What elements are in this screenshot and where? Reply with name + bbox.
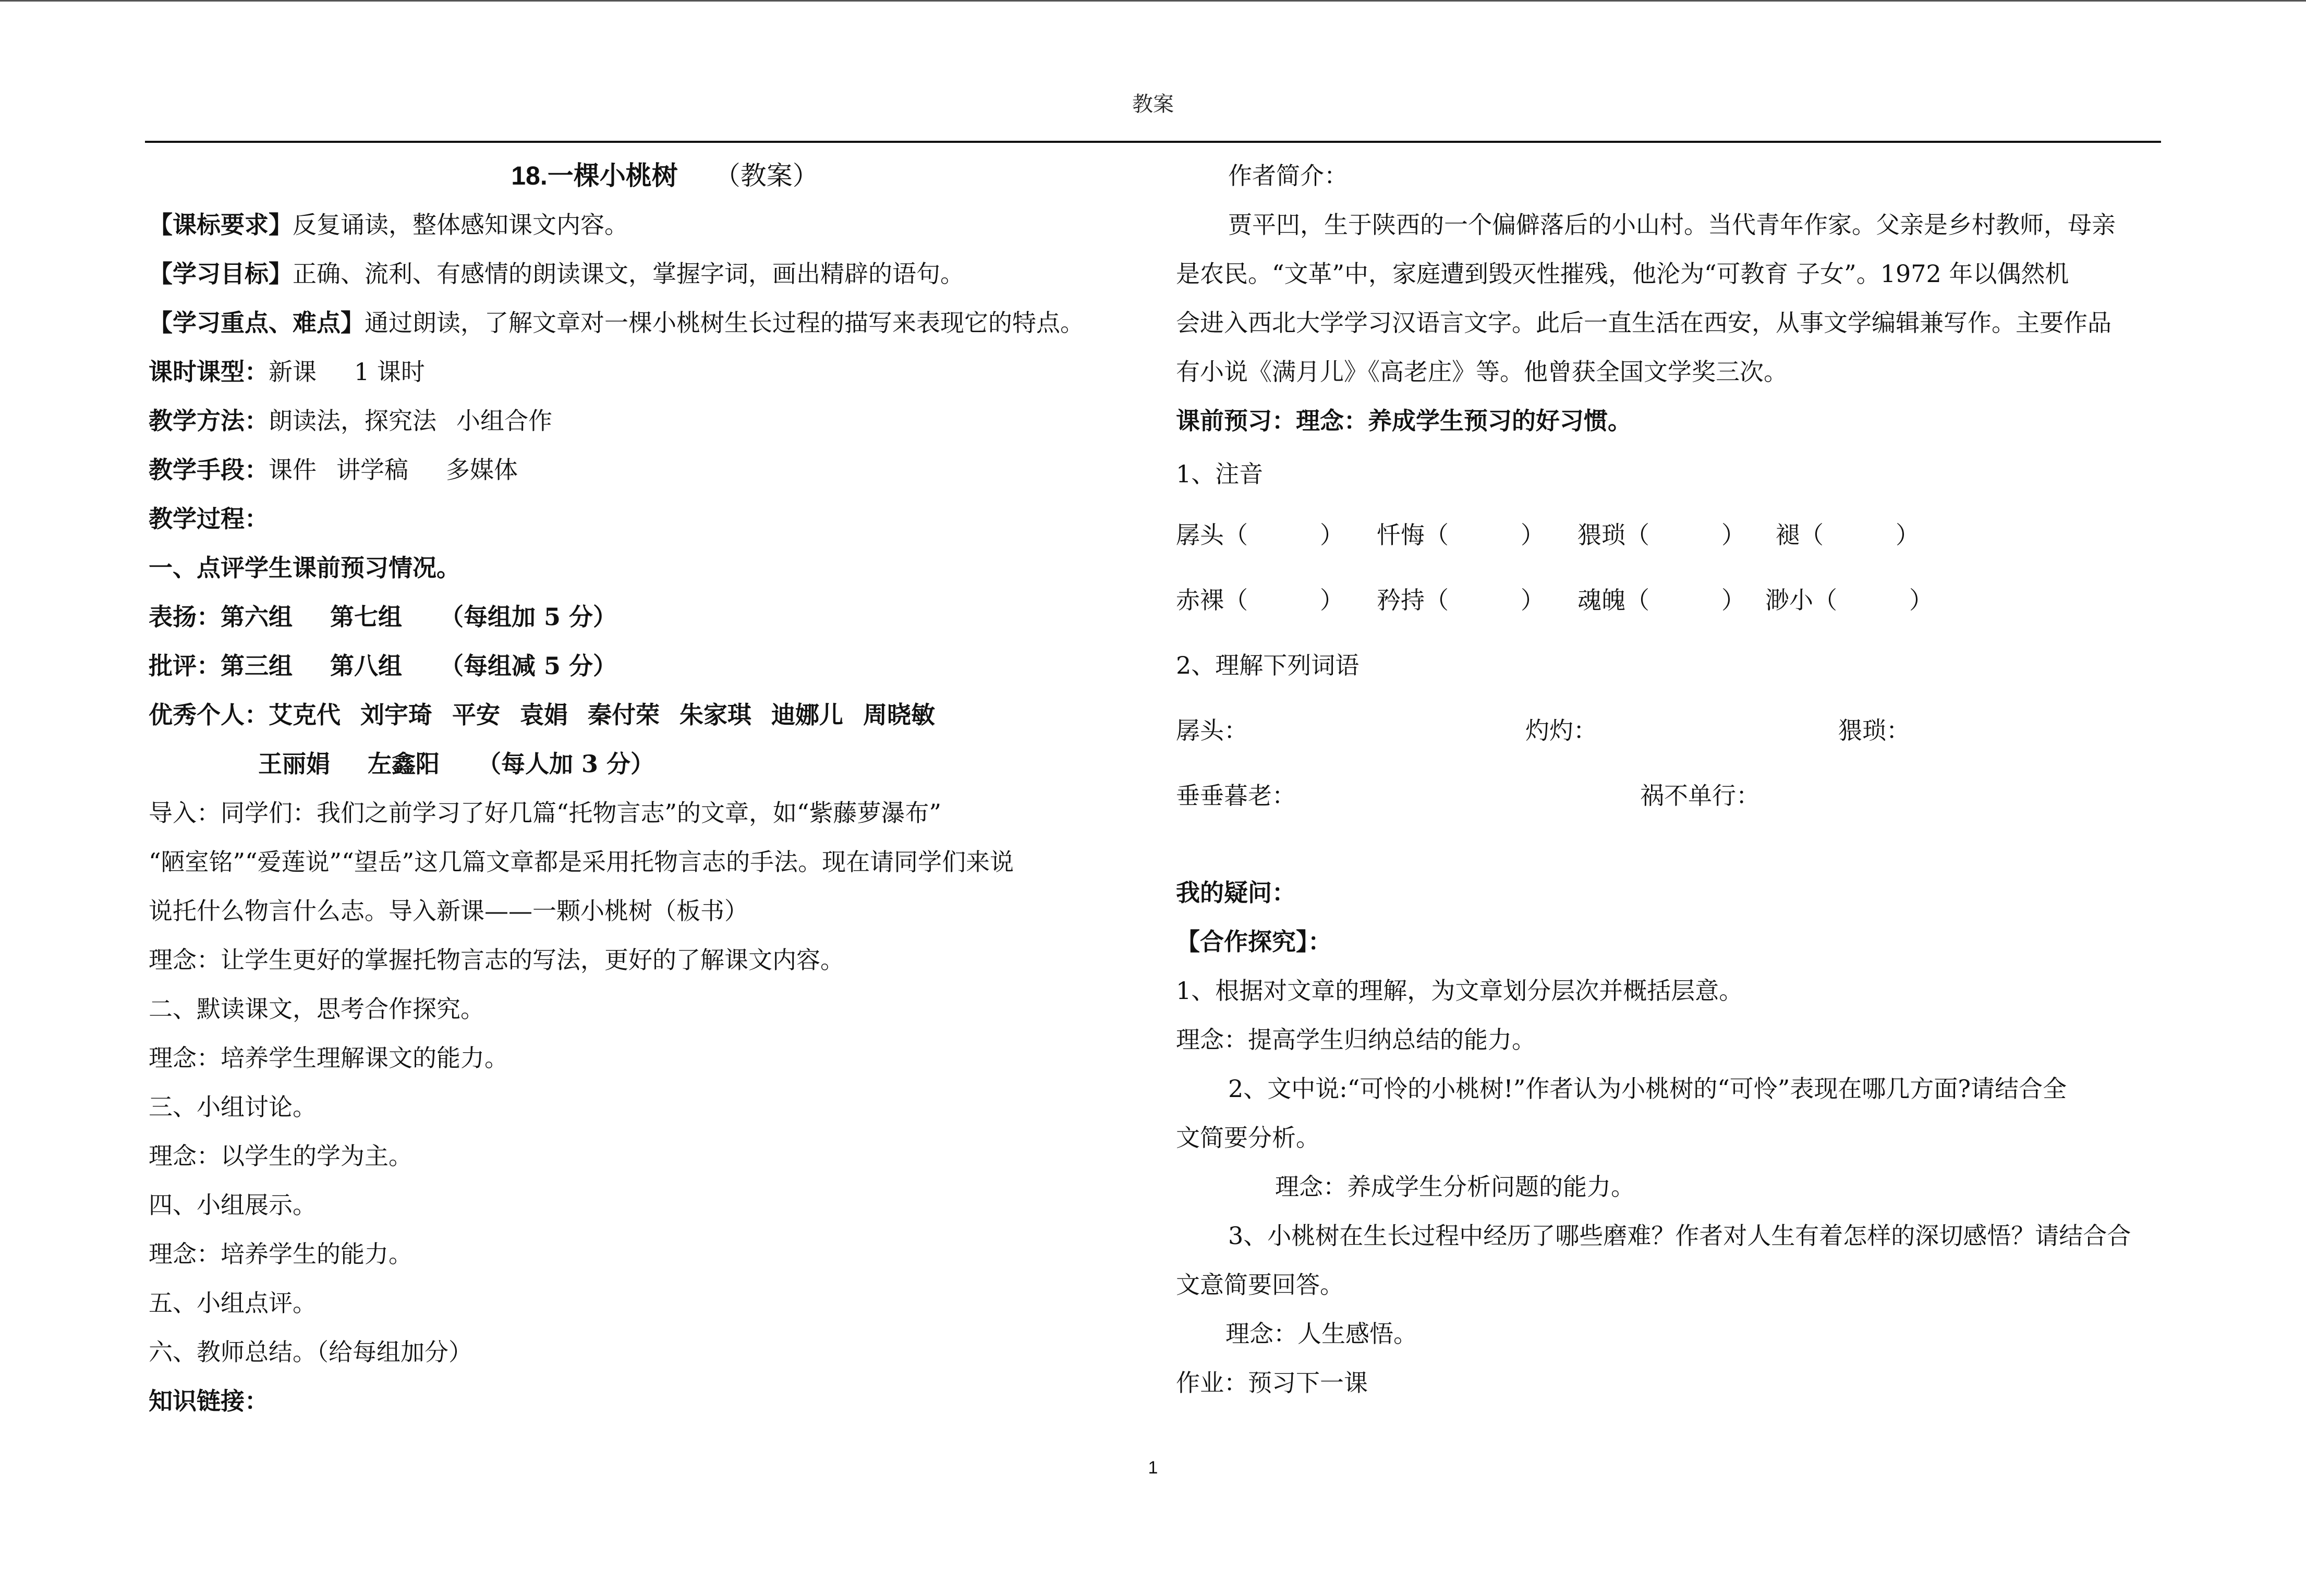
pinyin-row-2: 赤裸（ ） 矜持（ ） 魂魄（ ） 渺小（ ） bbox=[1176, 586, 1933, 614]
concept-2: 理念：培养学生理解课文的能力。 bbox=[149, 1044, 508, 1072]
vocab-row-1: 孱头： 灼灼： 猥琐： bbox=[1176, 716, 1910, 745]
concept-1: 理念：让学生更好的掌握托物言志的写法，更好的了解课文内容。 bbox=[149, 946, 844, 974]
excellent-students: 优秀个人：艾克代 刘宇琦 平安 袁娟 秦付荣 朱家琪 迪娜儿 周晓敏 bbox=[149, 701, 935, 729]
excellent-students-2: 王丽娟 左鑫阳 （每人加 3 分） bbox=[258, 750, 655, 778]
author-line-3: 会进入西北大学学习汉语言文字。此后一直生活在西安，从事文学编辑兼写作。主要作品 bbox=[1176, 309, 2111, 337]
preview-heading: 课前预习：理念：养成学生预习的好习惯。 bbox=[1176, 407, 1632, 435]
learning-objective: 【学习目标】正确、流利、有感情的朗读课文，掌握字词，画出精辟的语句。 bbox=[149, 260, 964, 288]
step-1: 一、点评学生课前预习情况。 bbox=[149, 554, 460, 582]
homework: 作业：预习下一课 bbox=[1176, 1369, 1368, 1397]
criticism-line: 批评：第三组 第八组 （每组减 5 分） bbox=[149, 652, 617, 680]
intro-line-2: “陋室铭”“爱莲说”“望岳”这几篇文章都是采用托物言志的手法。现在请同学们来说 bbox=[149, 848, 1014, 876]
author-line-4: 有小说《满月儿》《高老庄》等。他曾获全国文学奖三次。 bbox=[1176, 358, 1788, 386]
lesson-title: 18.一棵小桃树 （教案） bbox=[511, 160, 819, 191]
teaching-process: 教学过程： bbox=[149, 505, 269, 533]
concept-4: 理念：培养学生的能力。 bbox=[149, 1240, 412, 1268]
vocab-heading: 2、理解下列词语 bbox=[1176, 651, 1360, 679]
step-2: 二、默读课文，思考合作探究。 bbox=[149, 995, 484, 1023]
page-header: 教案 bbox=[1132, 92, 1174, 116]
author-line-1: 贾平凹，生于陕西的一个偏僻落后的小山村。当代青年作家。父亲是乡村教师，母亲 bbox=[1228, 211, 2116, 239]
concept-3: 理念：以学生的学为主。 bbox=[149, 1142, 412, 1170]
praise-line: 表扬：第六组 第七组 （每组加 5 分） bbox=[149, 603, 617, 631]
header-rule bbox=[145, 141, 2161, 143]
question-2-line-1: 2、文中说:“可怜的小桃树!”作者认为小桃树的“可怜”表现在哪几方面?请结合全 bbox=[1228, 1075, 2067, 1103]
right-column bbox=[1176, 151, 2162, 1407]
question-2-concept: 理念：养成学生分析问题的能力。 bbox=[1275, 1173, 1635, 1201]
vocab-row-2: 垂垂暮老： 祸不单行： bbox=[1176, 782, 1760, 810]
top-border bbox=[0, 0, 2306, 2]
pinyin-row-1: 孱头（ ） 忏悔（ ） 猥琐（ ） 褪（ ） bbox=[1176, 521, 1920, 549]
step-5: 五、小组点评。 bbox=[149, 1289, 317, 1317]
question-1-concept: 理念：提高学生归纳总结的能力。 bbox=[1176, 1026, 1536, 1054]
question-3-line-1: 3、小桃树在生长过程中经历了哪些磨难？作者对人生有着怎样的深切感悟？请结合合 bbox=[1228, 1222, 2131, 1250]
curriculum-requirement: 【课标要求】反复诵读，整体感知课文内容。 bbox=[149, 211, 628, 239]
cooperative-inquiry: 【合作探究】： bbox=[1176, 928, 1332, 956]
key-points: 【学习重点、难点】通过朗读，了解文章对一棵小桃树生长过程的描写来表现它的特点。 bbox=[149, 309, 1084, 337]
question-3-concept: 理念：人生感悟。 bbox=[1225, 1320, 1417, 1348]
my-questions: 我的疑问： bbox=[1176, 879, 1296, 907]
author-label: 作者简介： bbox=[1228, 162, 1348, 190]
question-3-line-2: 文意简要回答。 bbox=[1176, 1271, 1344, 1299]
lesson-type: 课时课型：新课 1 课时 bbox=[149, 358, 425, 386]
intro-line-1: 导入：同学们：我们之前学习了好几篇“托物言志”的文章，如“紫藤萝瀑布” bbox=[149, 799, 942, 827]
intro-line-3: 说托什么物言什么志。导入新课——一颗小桃树（板书） bbox=[149, 897, 748, 925]
pinyin-heading: 1、注音 bbox=[1176, 460, 1264, 488]
knowledge-link: 知识链接： bbox=[149, 1387, 269, 1415]
author-line-2: 是农民。“文革”中，家庭遭到毁灭性摧残，他沦为“可教育 子女”。1972 年以偶然机 bbox=[1176, 260, 2069, 288]
step-4: 四、小组展示。 bbox=[149, 1191, 317, 1219]
question-1: 1、根据对文章的理解，为文章划分层次并概括层意。 bbox=[1176, 977, 1743, 1005]
question-2-line-2: 文简要分析。 bbox=[1176, 1124, 1320, 1152]
step-6: 六、教师总结。（给每组加分） bbox=[149, 1338, 472, 1366]
teaching-method: 教学方法：朗读法，探究法 小组合作 bbox=[149, 407, 552, 435]
teaching-means: 教学手段：课件 讲学稿 多媒体 bbox=[149, 456, 518, 484]
left-column bbox=[149, 151, 1139, 1426]
step-3: 三、小组讨论。 bbox=[149, 1093, 317, 1121]
page-number: 1 bbox=[1148, 1458, 1158, 1478]
